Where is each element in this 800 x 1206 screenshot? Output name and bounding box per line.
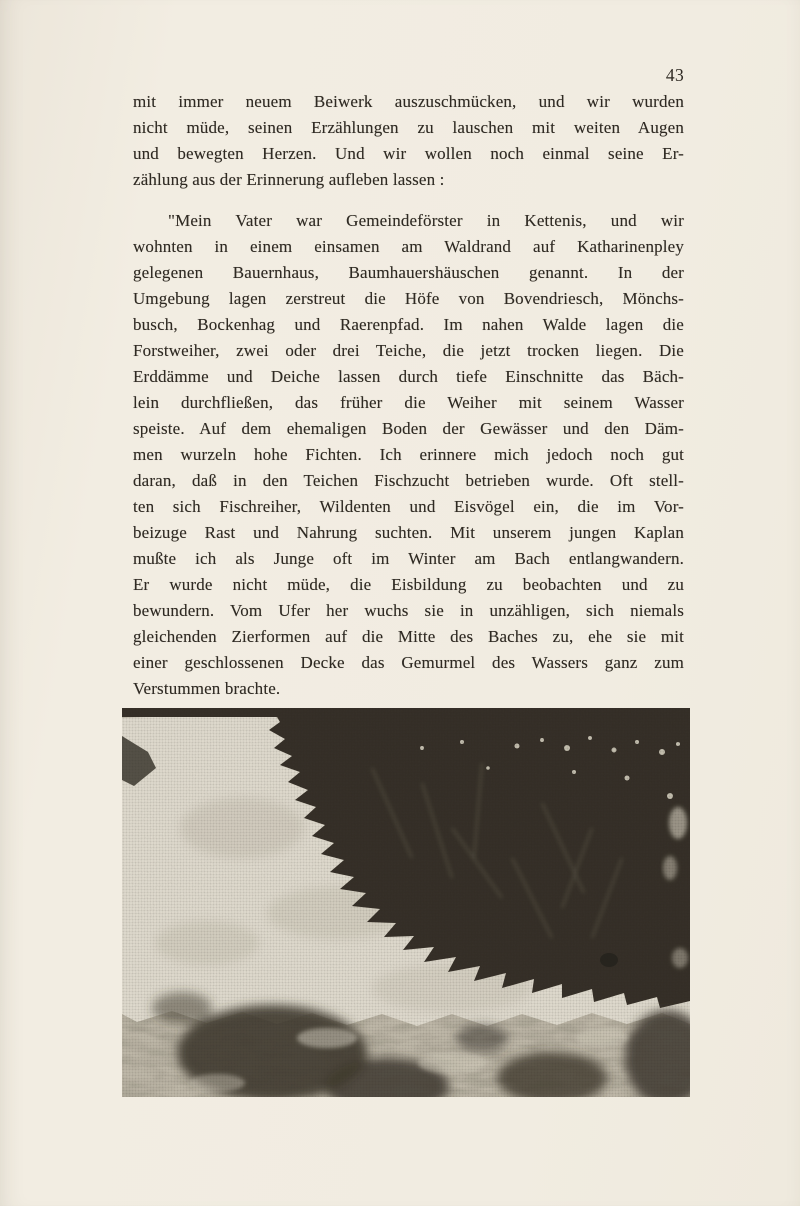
stream-ice-photo-graphic — [122, 708, 690, 1097]
text-line: daran, daß in den Teichen Fischzucht betrieben wurde. Oft stell- — [133, 471, 684, 490]
text-line: bewundern. Vom Ufer her wuchs sie in unzähligen, sich niemals — [133, 601, 684, 620]
text-line: Er wurde nicht müde, die Eisbildung zu beobachten und zu — [133, 575, 684, 594]
text-line: nicht müde, seinen Erzählungen zu lauschen mit weiten Augen — [133, 118, 684, 137]
stream-ice-photograph — [122, 708, 690, 1097]
paragraph-memoir — [133, 208, 684, 702]
text-line: zählung aus der Erinnerung aufleben lassen : — [133, 170, 445, 189]
text-line: und bewegten Herzen. Und wir wollen noch einmal seine Er- — [133, 144, 684, 163]
text-line: busch, Bockenhag und Raerenpfad. Im nahen Walde lagen die — [133, 315, 684, 334]
text-line: mit immer neuem Beiwerk auszuschmücken, und wir wurden — [133, 92, 684, 111]
text-line: einer geschlossenen Decke das Gemurmel des Wassers ganz zum — [133, 653, 684, 672]
text-line: ten sich Fischreiher, Wildenten und Eisvögel ein, die im Vor- — [133, 497, 684, 516]
text-line: lein durchfließen, das früher die Weiher mit seinem Wasser — [133, 393, 684, 412]
page-number: 43 — [665, 65, 684, 85]
text-line: Forstweiher, zwei oder drei Teiche, die jetzt trocken liegen. Die — [133, 341, 684, 360]
text-line: wohnten in einem einsamen am Waldrand auf Katharinenpley — [133, 237, 684, 256]
text-line: speiste. Auf dem ehemaligen Boden der Gewässer und den Däm- — [133, 419, 684, 438]
text-line: Erddämme und Deiche lassen durch tiefe Einschnitte das Bäch- — [133, 367, 684, 386]
text-line: beizuge Rast und Nahrung suchten. Mit unserem jungen Kaplan — [133, 523, 684, 542]
paragraph-intro — [133, 89, 684, 193]
text-line: Umgebung lagen zerstreut die Höfe von Bovendriesch, Mönchs- — [133, 289, 684, 308]
text-line: men wurzeln hohe Fichten. Ich erinnere mich jedoch noch gut — [133, 445, 684, 464]
text-line: gleichenden Zierformen auf die Mitte des Baches zu, ehe sie mit — [133, 627, 684, 646]
photo-sepia-tint — [122, 708, 690, 1097]
text-line: gelegenen Bauernhaus, Baumhauershäuschen genannt. In der — [133, 263, 684, 282]
text-line: mußte ich als Junge oft im Winter am Bach entlangwandern. — [133, 549, 684, 568]
text-line: Verstummen brachte. — [133, 679, 281, 698]
text-column — [133, 62, 684, 702]
text-line: "Mein Vater war Gemeindeförster in Kettenis, und wir — [168, 211, 684, 230]
